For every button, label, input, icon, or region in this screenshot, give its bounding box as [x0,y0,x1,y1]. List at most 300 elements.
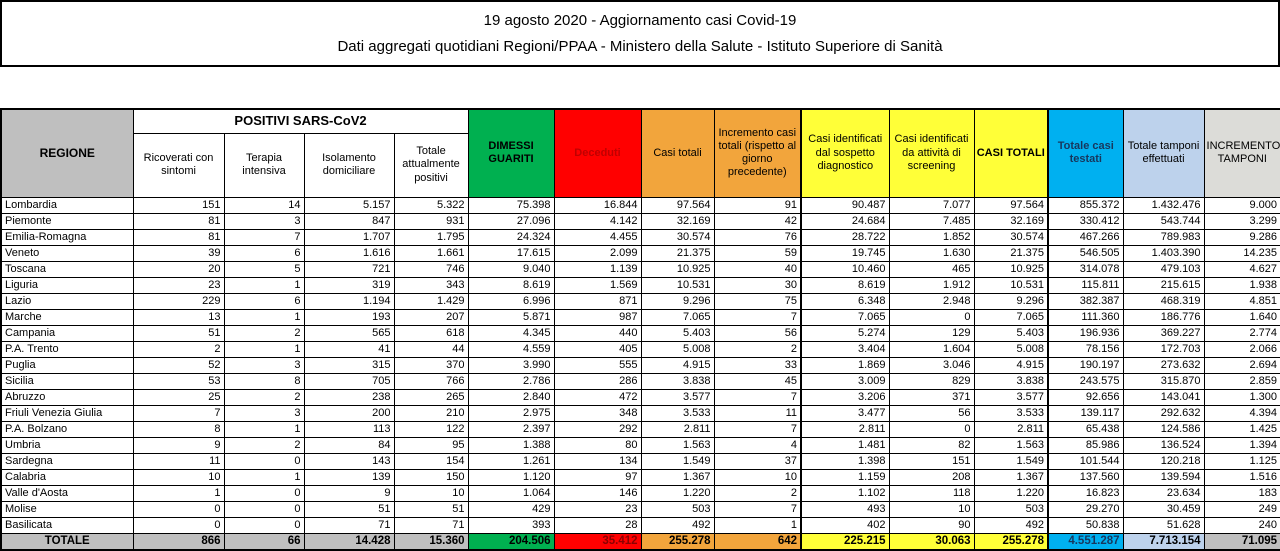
total-row [1,533,1280,550]
cell-totale-tamponi: 120.218 [1123,453,1204,469]
cell-totale-tamponi: 143.041 [1123,389,1204,405]
cell-incremento-casi-totali: 4 [714,437,801,453]
column-header-totale-casi-testati: Totale casi testati [1048,109,1123,197]
cell-totale-casi-testati: 190.197 [1048,357,1123,373]
cell-totale-attualmente-positivi: 618 [394,325,468,341]
cell-ricoverati-con-sintomi: 51 [133,325,224,341]
cell-casi-totali: 503 [641,501,714,517]
cell-dimessi-guariti: 2.397 [468,421,554,437]
cell-ricoverati-con-sintomi: 13 [133,309,224,325]
cell-dimessi-guariti: 429 [468,501,554,517]
cell-casi-totali-2: 503 [974,501,1048,517]
cell-isolamento-domiciliare: 193 [304,309,394,325]
column-header-casi-screening: Casi identificati da attività di screening [889,109,974,197]
cell-totale-tamponi: 479.103 [1123,261,1204,277]
cell-totale-attualmente-positivi: 210 [394,405,468,421]
cell-deceduti: 405 [554,341,641,357]
cell-casi-screening: 10 [889,501,974,517]
cell-dimessi-guariti: 1.388 [468,437,554,453]
cell-casi-totali-2: 4.915 [974,357,1048,373]
cell-casi-totali-2: 97.564 [974,197,1048,213]
cell-incremento-casi-totali: 91 [714,197,801,213]
cell-incremento-tamponi: 1.516 [1204,469,1280,485]
cell-totale-attualmente-positivi: 1.661 [394,245,468,261]
cell-totale-casi-testati: 78.156 [1048,341,1123,357]
cell-incremento-tamponi: 4.627 [1204,261,1280,277]
cell-terapia-intensiva: 3 [224,213,304,229]
cell-totale-tamponi: 172.703 [1123,341,1204,357]
cell-casi-screening: 829 [889,373,974,389]
cell-ricoverati-con-sintomi: 10 [133,469,224,485]
cell-terapia-intensiva: 0 [224,485,304,501]
cell-totale-attualmente-positivi: 150 [394,469,468,485]
table-row [1,421,1280,437]
cell-incremento-casi-totali: 11 [714,405,801,421]
cell-casi-totali-2: 1.220 [974,485,1048,501]
cell-incremento-tamponi: 2.694 [1204,357,1280,373]
cell-incremento-tamponi: 2.859 [1204,373,1280,389]
cell-deceduti: 555 [554,357,641,373]
cell-dimessi-guariti: 4.345 [468,325,554,341]
cell-casi-screening: 1.912 [889,277,974,293]
cell-totale-attualmente-positivi: 154 [394,453,468,469]
cell-casi-totali-2: 3.577 [974,389,1048,405]
region-name: Lombardia [1,197,133,213]
cell-ricoverati-con-sintomi: 229 [133,293,224,309]
cell-totale-attualmente-positivi: 766 [394,373,468,389]
cell-ricoverati-con-sintomi: 23 [133,277,224,293]
cell-incremento-tamponi: 1.425 [1204,421,1280,437]
cell-isolamento-domiciliare: 565 [304,325,394,341]
cell-terapia-intensiva: 1 [224,421,304,437]
cell-isolamento-domiciliare: 705 [304,373,394,389]
cell-terapia-intensiva: 14 [224,197,304,213]
cell-totale-tamponi: 124.586 [1123,421,1204,437]
cell-totale-casi-testati: 16.823 [1048,485,1123,501]
cell-casi-totali: 10.925 [641,261,714,277]
region-name: Molise [1,501,133,517]
total-cell-casi-totali: 255.278 [641,533,714,550]
cell-isolamento-domiciliare: 319 [304,277,394,293]
cell-casi-totali-2: 1.563 [974,437,1048,453]
total-cell-incremento-tamponi: 71.095 [1204,533,1280,550]
cell-totale-tamponi: 789.983 [1123,229,1204,245]
cell-casi-screening: 82 [889,437,974,453]
total-cell-incremento-casi-totali: 642 [714,533,801,550]
cell-ricoverati-con-sintomi: 1 [133,485,224,501]
cell-incremento-tamponi: 14.235 [1204,245,1280,261]
cell-casi-totali: 4.915 [641,357,714,373]
cell-totale-casi-testati: 50.838 [1048,517,1123,533]
cell-casi-sospetto-diagnostico: 10.460 [801,261,889,277]
cell-casi-sospetto-diagnostico: 5.274 [801,325,889,341]
cell-totale-tamponi: 1.432.476 [1123,197,1204,213]
cell-totale-tamponi: 23.634 [1123,485,1204,501]
region-name: Toscana [1,261,133,277]
cell-isolamento-domiciliare: 143 [304,453,394,469]
region-name: Umbria [1,437,133,453]
region-name: Abruzzo [1,389,133,405]
cell-casi-totali: 1.367 [641,469,714,485]
cell-deceduti: 440 [554,325,641,341]
cell-casi-totali: 97.564 [641,197,714,213]
total-cell-totale-attualmente-positivi: 15.360 [394,533,468,550]
cell-totale-attualmente-positivi: 51 [394,501,468,517]
report-subtitle: Dati aggregati quotidiani Regioni/PPAA - Ministero della Salute - Istituto Superiore di Sanità [337,38,943,56]
column-header-casi-totali: Casi totali [641,109,714,197]
table-row [1,357,1280,373]
cell-incremento-casi-totali: 33 [714,357,801,373]
cell-deceduti: 4.142 [554,213,641,229]
cell-deceduti: 2.099 [554,245,641,261]
cell-casi-sospetto-diagnostico: 3.206 [801,389,889,405]
cell-casi-screening: 208 [889,469,974,485]
region-name: Campania [1,325,133,341]
cell-casi-totali-2: 3.533 [974,405,1048,421]
cell-totale-tamponi: 30.459 [1123,501,1204,517]
cell-casi-sospetto-diagnostico: 1.398 [801,453,889,469]
cell-incremento-casi-totali: 10 [714,469,801,485]
cell-incremento-casi-totali: 45 [714,373,801,389]
cell-totale-tamponi: 273.632 [1123,357,1204,373]
cell-casi-screening: 3.046 [889,357,974,373]
cell-totale-casi-testati: 314.078 [1048,261,1123,277]
cell-ricoverati-con-sintomi: 39 [133,245,224,261]
cell-dimessi-guariti: 8.619 [468,277,554,293]
region-name: Sicilia [1,373,133,389]
cell-casi-screening: 90 [889,517,974,533]
cell-ricoverati-con-sintomi: 2 [133,341,224,357]
cell-casi-sospetto-diagnostico: 1.159 [801,469,889,485]
cell-isolamento-domiciliare: 113 [304,421,394,437]
column-group-positivi-sars-cov2: POSITIVI SARS-CoV2 [133,109,468,133]
cell-dimessi-guariti: 1.064 [468,485,554,501]
cell-terapia-intensiva: 2 [224,389,304,405]
total-cell-deceduti: 35.412 [554,533,641,550]
cell-casi-sospetto-diagnostico: 8.619 [801,277,889,293]
cell-isolamento-domiciliare: 71 [304,517,394,533]
cell-casi-totali: 5.008 [641,341,714,357]
cell-totale-casi-testati: 546.505 [1048,245,1123,261]
cell-casi-screening: 1.630 [889,245,974,261]
cell-totale-attualmente-positivi: 10 [394,485,468,501]
cell-casi-screening: 1.852 [889,229,974,245]
cell-totale-tamponi: 51.628 [1123,517,1204,533]
cell-incremento-tamponi: 9.286 [1204,229,1280,245]
region-name: Veneto [1,245,133,261]
cell-casi-screening: 56 [889,405,974,421]
cell-terapia-intensiva: 0 [224,453,304,469]
cell-totale-casi-testati: 92.656 [1048,389,1123,405]
cell-deceduti: 292 [554,421,641,437]
cell-totale-tamponi: 186.776 [1123,309,1204,325]
cell-incremento-casi-totali: 56 [714,325,801,341]
cell-terapia-intensiva: 2 [224,325,304,341]
cell-incremento-tamponi: 1.640 [1204,309,1280,325]
cell-totale-attualmente-positivi: 71 [394,517,468,533]
cell-isolamento-domiciliare: 847 [304,213,394,229]
table-row [1,469,1280,485]
cell-casi-screening: 0 [889,309,974,325]
table-row [1,437,1280,453]
cell-casi-sospetto-diagnostico: 28.722 [801,229,889,245]
cell-isolamento-domiciliare: 200 [304,405,394,421]
cell-casi-screening: 118 [889,485,974,501]
cell-deceduti: 4.455 [554,229,641,245]
cell-casi-totali-2: 1.549 [974,453,1048,469]
cell-deceduti: 1.139 [554,261,641,277]
cell-casi-totali-2: 5.008 [974,341,1048,357]
cell-incremento-tamponi: 4.851 [1204,293,1280,309]
cell-casi-totali: 5.403 [641,325,714,341]
cell-dimessi-guariti: 4.559 [468,341,554,357]
cell-casi-totali-2: 30.574 [974,229,1048,245]
cell-deceduti: 286 [554,373,641,389]
cell-casi-screening: 151 [889,453,974,469]
cell-casi-totali-2: 10.531 [974,277,1048,293]
cell-totale-casi-testati: 196.936 [1048,325,1123,341]
cell-casi-totali: 9.296 [641,293,714,309]
cell-casi-totali-2: 1.367 [974,469,1048,485]
column-header-incremento-tamponi: INCREMENTO TAMPONI [1204,109,1280,197]
cell-casi-sospetto-diagnostico: 1.102 [801,485,889,501]
cell-ricoverati-con-sintomi: 52 [133,357,224,373]
cell-totale-attualmente-positivi: 1.795 [394,229,468,245]
region-name: Friuli Venezia Giulia [1,405,133,421]
cell-terapia-intensiva: 7 [224,229,304,245]
cell-totale-attualmente-positivi: 746 [394,261,468,277]
cell-totale-casi-testati: 467.266 [1048,229,1123,245]
table-row [1,373,1280,389]
cell-incremento-tamponi: 2.066 [1204,341,1280,357]
table-row [1,405,1280,421]
cell-incremento-casi-totali: 7 [714,421,801,437]
cell-incremento-tamponi: 240 [1204,517,1280,533]
cell-deceduti: 987 [554,309,641,325]
region-name: Lazio [1,293,133,309]
cell-totale-casi-testati: 65.438 [1048,421,1123,437]
cell-incremento-casi-totali: 7 [714,309,801,325]
cell-casi-totali: 10.531 [641,277,714,293]
cell-dimessi-guariti: 1.261 [468,453,554,469]
cell-deceduti: 472 [554,389,641,405]
cell-casi-sospetto-diagnostico: 19.745 [801,245,889,261]
cell-isolamento-domiciliare: 1.616 [304,245,394,261]
cell-casi-sospetto-diagnostico: 6.348 [801,293,889,309]
cell-ricoverati-con-sintomi: 11 [133,453,224,469]
cell-totale-casi-testati: 139.117 [1048,405,1123,421]
cell-casi-totali-2: 21.375 [974,245,1048,261]
region-name: Puglia [1,357,133,373]
cell-dimessi-guariti: 9.040 [468,261,554,277]
region-name: Piemonte [1,213,133,229]
cell-casi-totali: 3.577 [641,389,714,405]
cell-casi-sospetto-diagnostico: 1.481 [801,437,889,453]
cell-ricoverati-con-sintomi: 9 [133,437,224,453]
cell-incremento-casi-totali: 2 [714,485,801,501]
cell-terapia-intensiva: 1 [224,277,304,293]
cell-incremento-tamponi: 4.394 [1204,405,1280,421]
total-cell-dimessi-guariti: 204.506 [468,533,554,550]
column-header-dimessi-guariti: DIMESSI GUARITI [468,109,554,197]
cell-totale-tamponi: 292.632 [1123,405,1204,421]
cell-casi-totali: 492 [641,517,714,533]
cell-totale-attualmente-positivi: 5.322 [394,197,468,213]
table-row [1,501,1280,517]
cell-casi-screening: 0 [889,421,974,437]
cell-incremento-tamponi: 2.774 [1204,325,1280,341]
cell-casi-sospetto-diagnostico: 402 [801,517,889,533]
table-row [1,261,1280,277]
region-name: P.A. Bolzano [1,421,133,437]
cell-totale-attualmente-positivi: 1.429 [394,293,468,309]
cell-terapia-intensiva: 1 [224,309,304,325]
cell-casi-totali-2: 10.925 [974,261,1048,277]
region-name: Valle d'Aosta [1,485,133,501]
table-row [1,325,1280,341]
cell-totale-casi-testati: 29.270 [1048,501,1123,517]
cell-terapia-intensiva: 0 [224,501,304,517]
cell-casi-sospetto-diagnostico: 493 [801,501,889,517]
cell-totale-attualmente-positivi: 44 [394,341,468,357]
cell-totale-tamponi: 215.615 [1123,277,1204,293]
cell-ricoverati-con-sintomi: 25 [133,389,224,405]
cell-totale-attualmente-positivi: 122 [394,421,468,437]
cell-deceduti: 80 [554,437,641,453]
cell-isolamento-domiciliare: 51 [304,501,394,517]
cell-totale-casi-testati: 382.387 [1048,293,1123,309]
cell-ricoverati-con-sintomi: 151 [133,197,224,213]
cell-ricoverati-con-sintomi: 81 [133,229,224,245]
table-row [1,485,1280,501]
cell-dimessi-guariti: 2.975 [468,405,554,421]
region-name: Emilia-Romagna [1,229,133,245]
cell-totale-tamponi: 468.319 [1123,293,1204,309]
cell-totale-casi-testati: 115.811 [1048,277,1123,293]
cell-casi-totali-2: 3.838 [974,373,1048,389]
total-cell-casi-screening: 30.063 [889,533,974,550]
cell-incremento-casi-totali: 75 [714,293,801,309]
cell-casi-totali-2: 32.169 [974,213,1048,229]
cell-incremento-casi-totali: 59 [714,245,801,261]
cell-casi-totali: 2.811 [641,421,714,437]
cell-isolamento-domiciliare: 721 [304,261,394,277]
total-cell-terapia-intensiva: 66 [224,533,304,550]
region-name: Liguria [1,277,133,293]
cell-casi-totali: 1.563 [641,437,714,453]
cell-isolamento-domiciliare: 5.157 [304,197,394,213]
cell-totale-tamponi: 1.403.390 [1123,245,1204,261]
cell-incremento-tamponi: 1.125 [1204,453,1280,469]
cell-terapia-intensiva: 6 [224,245,304,261]
total-cell-totale-tamponi: 7.713.154 [1123,533,1204,550]
cell-totale-casi-testati: 855.372 [1048,197,1123,213]
cell-ricoverati-con-sintomi: 7 [133,405,224,421]
cell-casi-screening: 2.948 [889,293,974,309]
cell-dimessi-guariti: 1.120 [468,469,554,485]
cell-totale-tamponi: 139.594 [1123,469,1204,485]
cell-isolamento-domiciliare: 139 [304,469,394,485]
covid-table [0,108,1280,551]
cell-dimessi-guariti: 2.840 [468,389,554,405]
cell-totale-casi-testati: 330.412 [1048,213,1123,229]
cell-totale-attualmente-positivi: 95 [394,437,468,453]
cell-isolamento-domiciliare: 1.707 [304,229,394,245]
cell-dimessi-guariti: 3.990 [468,357,554,373]
cell-deceduti: 16.844 [554,197,641,213]
cell-deceduti: 146 [554,485,641,501]
cell-casi-screening: 465 [889,261,974,277]
table-row [1,517,1280,533]
cell-incremento-tamponi: 249 [1204,501,1280,517]
cell-casi-totali-2: 9.296 [974,293,1048,309]
table-header [1,109,1280,197]
region-name: P.A. Trento [1,341,133,357]
cell-casi-screening: 371 [889,389,974,405]
cell-terapia-intensiva: 1 [224,341,304,357]
cell-incremento-tamponi: 183 [1204,485,1280,501]
cell-ricoverati-con-sintomi: 0 [133,501,224,517]
table-body [1,197,1280,550]
cell-deceduti: 348 [554,405,641,421]
cell-dimessi-guariti: 6.996 [468,293,554,309]
cell-casi-screening: 1.604 [889,341,974,357]
cell-terapia-intensiva: 2 [224,437,304,453]
cell-ricoverati-con-sintomi: 0 [133,517,224,533]
report-title-box [0,0,1280,67]
cell-casi-totali-2: 2.811 [974,421,1048,437]
cell-deceduti: 97 [554,469,641,485]
cell-casi-sospetto-diagnostico: 3.404 [801,341,889,357]
cell-incremento-tamponi: 9.000 [1204,197,1280,213]
cell-casi-totali: 1.549 [641,453,714,469]
table-row [1,389,1280,405]
total-cell-totale-casi-testati: 4.551.287 [1048,533,1123,550]
cell-totale-casi-testati: 243.575 [1048,373,1123,389]
table-row [1,341,1280,357]
cell-totale-attualmente-positivi: 265 [394,389,468,405]
cell-casi-screening: 7.485 [889,213,974,229]
region-name: Sardegna [1,453,133,469]
cell-totale-attualmente-positivi: 343 [394,277,468,293]
cell-totale-attualmente-positivi: 370 [394,357,468,373]
cell-isolamento-domiciliare: 1.194 [304,293,394,309]
cell-deceduti: 28 [554,517,641,533]
cell-isolamento-domiciliare: 9 [304,485,394,501]
cell-terapia-intensiva: 5 [224,261,304,277]
cell-casi-totali: 21.375 [641,245,714,261]
cell-casi-screening: 129 [889,325,974,341]
cell-incremento-casi-totali: 1 [714,517,801,533]
cell-casi-sospetto-diagnostico: 7.065 [801,309,889,325]
cell-dimessi-guariti: 17.615 [468,245,554,261]
cell-dimessi-guariti: 2.786 [468,373,554,389]
cell-isolamento-domiciliare: 315 [304,357,394,373]
cell-dimessi-guariti: 27.096 [468,213,554,229]
table-row [1,277,1280,293]
column-header-isolamento-domiciliare: Isolamento domiciliare [304,133,394,197]
cell-deceduti: 23 [554,501,641,517]
cell-casi-sospetto-diagnostico: 90.487 [801,197,889,213]
cell-casi-sospetto-diagnostico: 24.684 [801,213,889,229]
cell-incremento-tamponi: 1.938 [1204,277,1280,293]
cell-deceduti: 871 [554,293,641,309]
cell-terapia-intensiva: 0 [224,517,304,533]
cell-ricoverati-con-sintomi: 53 [133,373,224,389]
cell-isolamento-domiciliare: 238 [304,389,394,405]
cell-totale-tamponi: 136.524 [1123,437,1204,453]
cell-totale-tamponi: 543.744 [1123,213,1204,229]
